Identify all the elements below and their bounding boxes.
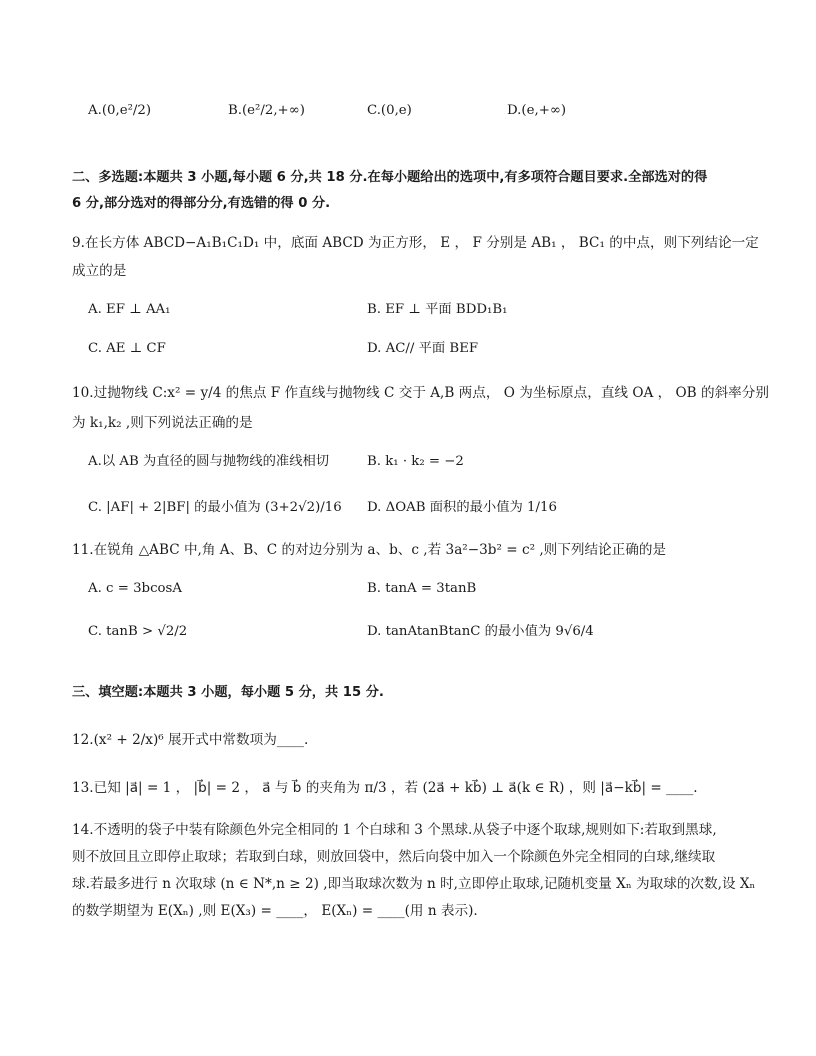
q11-option-b: B. tanA = 3tanB — [367, 581, 477, 596]
q10-option-c: C. |AF| + 2|BF| 的最小值为 (3+2√2)/16 — [88, 500, 342, 515]
q8-option-b: B.(e²/2,+∞) — [228, 103, 305, 118]
q13-stem: 13.已知 |a⃗| = 1 ， |b⃗| = 2 ， a⃗ 与 b⃗ 的夹角为 π/3 ，若 (2a⃗ + kb⃗) ⊥ a⃗(k ∈ R) ，则 |a⃗−kb⃗| = ____. — [72, 780, 698, 796]
q9-option-b: B. EF ⊥ 平面 BDD₁B₁ — [367, 302, 508, 317]
q9-option-d: D. AC// 平面 BEF — [367, 341, 479, 356]
q11-option-c: C. tanB > √2/2 — [88, 624, 188, 639]
q9-stem-line1: 9.在长方体 ABCD−A₁B₁C₁D₁ 中，底面 ABCD 为正方形， E ， F 分别是 AB₁ ， BC₁ 的中点，则下列结论一定 — [72, 235, 759, 251]
q9-option-c: C. AE ⊥ CF — [88, 341, 166, 356]
q10-stem-line1: 10.过抛物线 C:x² = y/4 的焦点 F 作直线与抛物线 C 交于 A,B 两点， O 为坐标原点，直线 OA ， OB 的斜率分别 — [72, 385, 769, 401]
q8-option-a: A.(0,e²/2) — [88, 103, 152, 118]
q10-option-a: A.以 AB 为直径的圆与抛物线的准线相切 — [88, 454, 330, 469]
q14-stem-line1: 14.不透明的袋子中装有除颜色外完全相同的 1 个白球和 3 个黑球.从袋子中逐个取球,规则如下:若取到黑球, — [72, 822, 717, 838]
q10-stem-line2: 为 k₁,k₂ ,则下列说法正确的是 — [72, 415, 253, 431]
q11-stem-line1: 11.在锐角 △ABC 中,角 A、B、C 的对边分别为 a、b、c ,若 3a²−3b² = c² ,则下列结论正确的是 — [72, 542, 667, 558]
q9-option-a: A. EF ⊥ AA₁ — [88, 302, 171, 317]
q12-stem: 12.(x² + 2/x)⁶ 展开式中常数项为____. — [72, 732, 309, 748]
q11-option-a: A. c = 3bcosA — [88, 581, 182, 596]
q14-stem-line4: 的数学期望为 E(Xₙ) ,则 E(X₃) = ____， E(Xₙ) = ____(用 n 表示). — [72, 903, 478, 919]
section-2-heading-line2: 6 分,部分选对的得部分分,有选错的得 0 分. — [72, 196, 331, 211]
section-2-heading-line1: 二、多选题:本题共 3 小题,每小题 6 分,共 18 分.在每小题给出的选项中,有多项符合题目要求.全部选对的得 — [72, 170, 708, 185]
q8-option-d: D.(e,+∞) — [507, 103, 567, 118]
section-3-heading: 三、填空题:本题共 3 小题，每小题 5 分，共 15 分. — [72, 685, 384, 700]
q10-option-d: D. ΔOAB 面积的最小值为 1/16 — [367, 500, 557, 515]
q9-stem-line2: 成立的是 — [72, 263, 127, 279]
q14-stem-line2: 则不放回且立即停止取球；若取到白球，则放回袋中，然后向袋中加入一个除颜色外完全相同的白球,继续取 — [72, 849, 716, 865]
q11-option-d: D. tanAtanBtanC 的最小值为 9√6/4 — [367, 624, 594, 639]
q10-option-b: B. k₁ · k₂ = −2 — [367, 454, 464, 469]
q14-stem-line3: 球.若最多进行 n 次取球 (n ∈ N*,n ≥ 2) ,即当取球次数为 n 时,立即停止取球,记随机变量 Xₙ 为取球的次数,设 Xₙ — [72, 876, 756, 892]
q8-option-c: C.(0,e) — [367, 103, 412, 118]
